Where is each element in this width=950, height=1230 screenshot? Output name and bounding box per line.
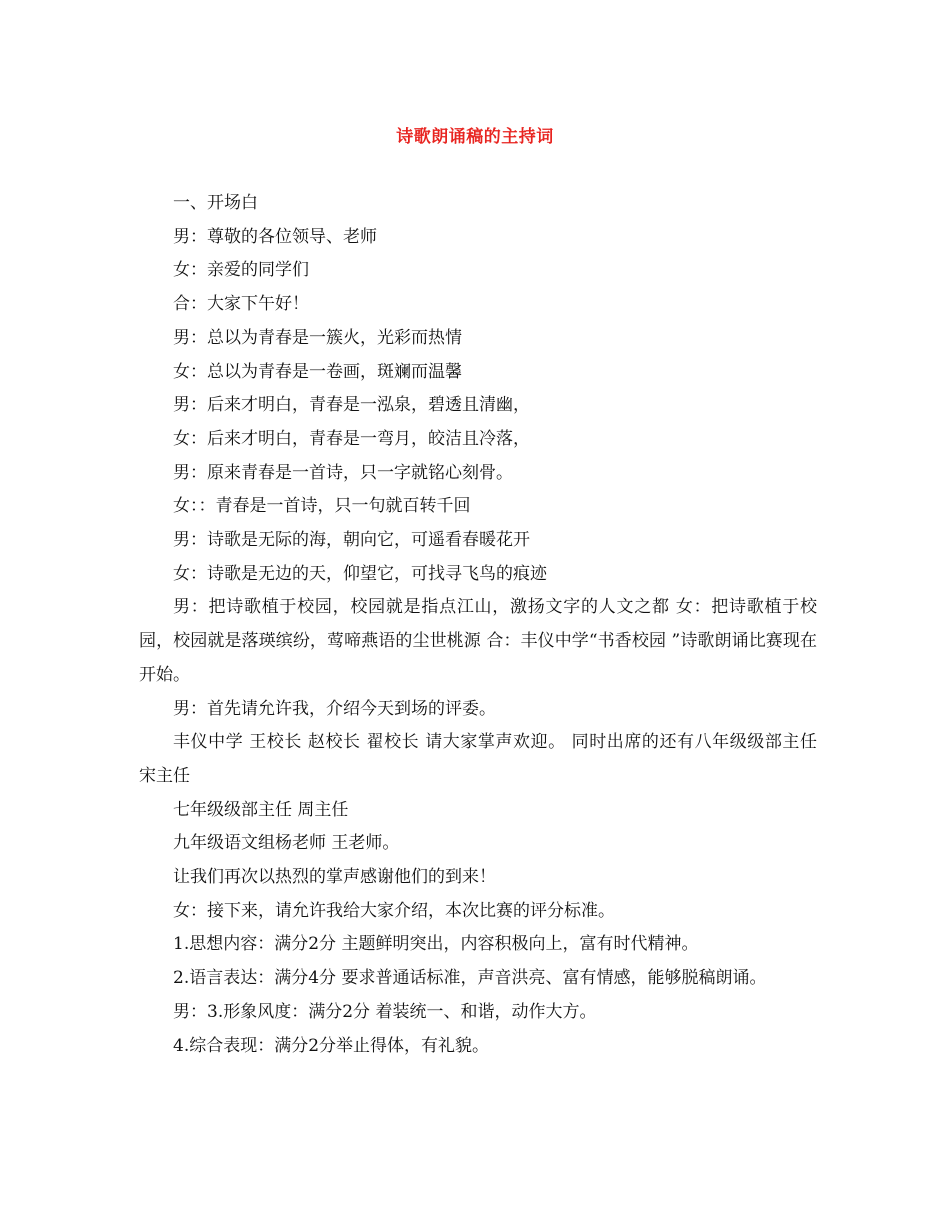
paragraph: 合：大家下午好！ — [173, 294, 309, 315]
paragraph: 女：接下来，请允许我给大家介绍，本次比赛的评分标准。 — [173, 900, 615, 921]
paragraph: 4.综合表现：满分2分举止得体，有礼貌。 — [173, 1035, 490, 1056]
paragraph: 让我们再次以热烈的掌声感谢他们的到来！ — [173, 867, 496, 888]
paragraph: 男：原来青春是一首诗，只一字就铭心刻骨。 — [173, 462, 513, 483]
paragraph: 女：后来才明白，青春是一弯月，皎洁且冷落， — [173, 428, 530, 449]
paragraph: 丰仪中学 王校长 赵校长 翟校长 请大家掌声欢迎。 同时出席的还有八年级级部主任 宋主任 — [139, 732, 817, 786]
paragraph: 男：诗歌是无际的海，朝向它，可遥看春暖花开 — [173, 530, 530, 551]
paragraph: 女：总以为青春是一卷画，斑斓而温馨 — [173, 361, 462, 382]
paragraph: 1.思想内容：满分2分 主题鲜明突出，内容积极向上，富有时代精神。 — [173, 934, 699, 955]
paragraph: 男：总以为青春是一簇火，光彩而热情 — [173, 327, 462, 348]
paragraph: 女：：青春是一首诗，只一句就百转千回 — [173, 496, 471, 517]
paragraph: 七年级级部主任 周主任 — [173, 799, 349, 820]
paragraph: 男：尊敬的各位领导、老师 — [173, 226, 377, 247]
paragraph-section-heading: 一、开场白 — [173, 193, 258, 213]
document-title: 诗歌朗诵稿的主持词 — [396, 127, 554, 147]
paragraph: 男：后来才明白，青春是一泓泉，碧透且清幽， — [173, 395, 530, 416]
paragraph: 男：把诗歌植于校园，校园就是指点江山，激扬文字的人文之都 女：把诗歌植于校园，校园就是落瑛缤纷，莺啼燕语的尘世桃源 合：丰仪中学“书香校园 ”诗歌朗诵比赛现在开始。 — [139, 597, 817, 685]
paragraph: 男：首先请允许我，介绍今天到场的评委。 — [173, 698, 496, 719]
document-body — [139, 187, 817, 1063]
paragraph: 女：诗歌是无边的天，仰望它，可找寻飞鸟的痕迹 — [173, 563, 547, 584]
paragraph: 男：3.形象风度：满分2分 着装统一、和谐，动作大方。 — [173, 1001, 597, 1022]
paragraph: 九年级语文组杨老师 王老师。 — [173, 833, 400, 854]
paragraph: 女：亲爱的同学们 — [173, 260, 309, 281]
paragraph: 2.语言表达：满分4分 要求普通话标准，声音洪亮、富有情感，能够脱稿朗诵。 — [173, 968, 767, 989]
